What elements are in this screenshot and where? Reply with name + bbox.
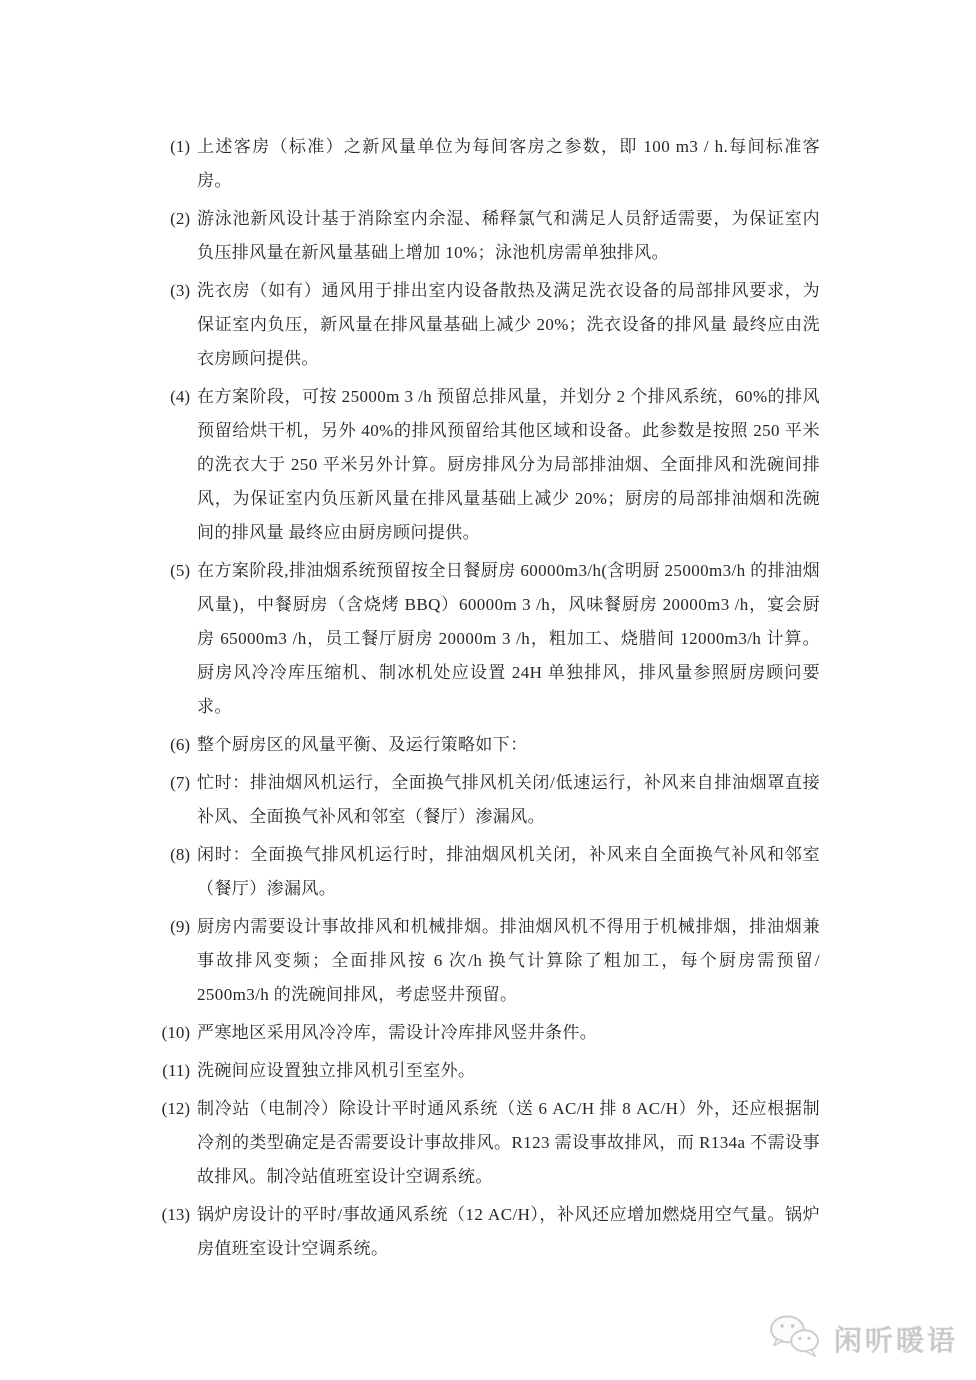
wechat-chat-bubbles-icon	[767, 1313, 825, 1364]
list-item	[152, 838, 820, 906]
list-item	[152, 130, 820, 198]
watermark-label: 闲听暖语	[833, 1324, 958, 1356]
list-item	[152, 1198, 820, 1266]
list-item	[152, 1092, 820, 1194]
item-text: 闲时：全面换气排风机运行时，排油烟风机关闭，补风来自全面换气补风和邻室（餐厅）渗漏风。	[197, 845, 820, 898]
list-item	[152, 274, 820, 376]
item-text: 游泳池新风设计基于消除室内余湿、稀释氯气和满足人员舒适需要，为保证室内负压排风量在新风量基础上增加 10%；泳池机房需单独排风。	[197, 209, 820, 262]
document-body	[152, 130, 820, 1270]
item-number: (4)	[170, 387, 190, 406]
list-item	[152, 380, 820, 550]
item-number: (9)	[170, 917, 190, 936]
item-number: (5)	[170, 561, 190, 580]
item-text: 洗衣房（如有）通风用于排出室内设备散热及满足洗衣设备的局部排风要求，为保证室内负压，新风量在排风量基础上减少 20%；洗衣设备的排风量 最终应由洗衣房顾问提供。	[197, 281, 820, 368]
list-item	[152, 766, 820, 834]
item-number: (8)	[170, 845, 190, 864]
item-text: 制冷站（电制冷）除设计平时通风系统（送 6 AC/H 排 8 AC/H）外，还应根据制冷剂的类型确定是否需要设计事故排风。R123 需设事故排风，而 R134a 不需设事故排风。制冷站值班室设计空调系统。	[197, 1099, 820, 1186]
item-text: 整个厨房区的风量平衡、及运行策略如下：	[197, 735, 528, 754]
item-number: (10)	[161, 1023, 190, 1042]
watermark	[767, 1313, 958, 1364]
item-text: 在方案阶段,排油烟系统预留按全日餐厨房 60000m3/h(含明厨 25000m3/h 的排油烟风量)，中餐厨房（含烧烤 BBQ）60000m 3 /h，风味餐厨房 20000m3 /h，宴会厨房 65000m3 /h，员工餐厅厨房 20000m 3 /h，粗加工、烧腊间 12000m3/h 计算。厨房风冷冷库压缩机、制冰机处应设置 24H 单独排风，排风量参照厨房顾问要求。	[197, 561, 820, 716]
item-text: 在方案阶段，可按 25000m 3 /h 预留总排风量，并划分 2 个排风系统，60%的排风预留给烘干机，另外 40%的排风预留给其他区域和设备。此参数是按照 250 平米的洗衣大于 250 平米另外计算。厨房排风分为局部排油烟、全面排风和洗碗间排风，为保证室内负压新风量在排风量基础上减少 20%；厨房的局部排油烟和洗碗间的排风量 最终应由厨房顾问提供。	[197, 387, 820, 542]
item-number: (1)	[170, 137, 190, 156]
item-number: (6)	[170, 735, 190, 754]
item-number: (12)	[161, 1099, 190, 1118]
item-text: 洗碗间应设置独立排风机引至室外。	[197, 1061, 476, 1080]
list-item	[152, 728, 820, 762]
list-item	[152, 1054, 820, 1088]
item-text: 严寒地区采用风冷冷库，需设计冷库排风竖井条件。	[197, 1023, 598, 1042]
numbered-list	[152, 130, 820, 1266]
item-number: (2)	[170, 209, 190, 228]
item-text: 忙时：排油烟风机运行，全面换气排风机关闭/低速运行，补风来自排油烟罩直接补风、全面换气补风和邻室（餐厅）渗漏风。	[197, 773, 820, 826]
item-number: (13)	[161, 1205, 190, 1224]
item-number: (11)	[162, 1061, 190, 1080]
item-text: 厨房内需要设计事故排风和机械排烟。排油烟风机不得用于机械排烟，排油烟兼事故排风变频；全面排风按 6 次/h 换气计算除了粗加工，每个厨房需预留/ 2500m3/h 的洗碗间排风，考虑竖井预留。	[197, 917, 820, 1004]
list-item	[152, 202, 820, 270]
list-item	[152, 910, 820, 1012]
item-number: (7)	[170, 773, 190, 792]
item-text: 上述客房（标准）之新风量单位为每间客房之参数，即 100 m3 / h.每间标准客房。	[197, 137, 820, 190]
list-item	[152, 554, 820, 724]
item-text: 锅炉房设计的平时/事故通风系统（12 AC/H），补风还应增加燃烧用空气量。锅炉房值班室设计空调系统。	[197, 1205, 820, 1258]
item-number: (3)	[170, 281, 190, 300]
list-item	[152, 1016, 820, 1050]
